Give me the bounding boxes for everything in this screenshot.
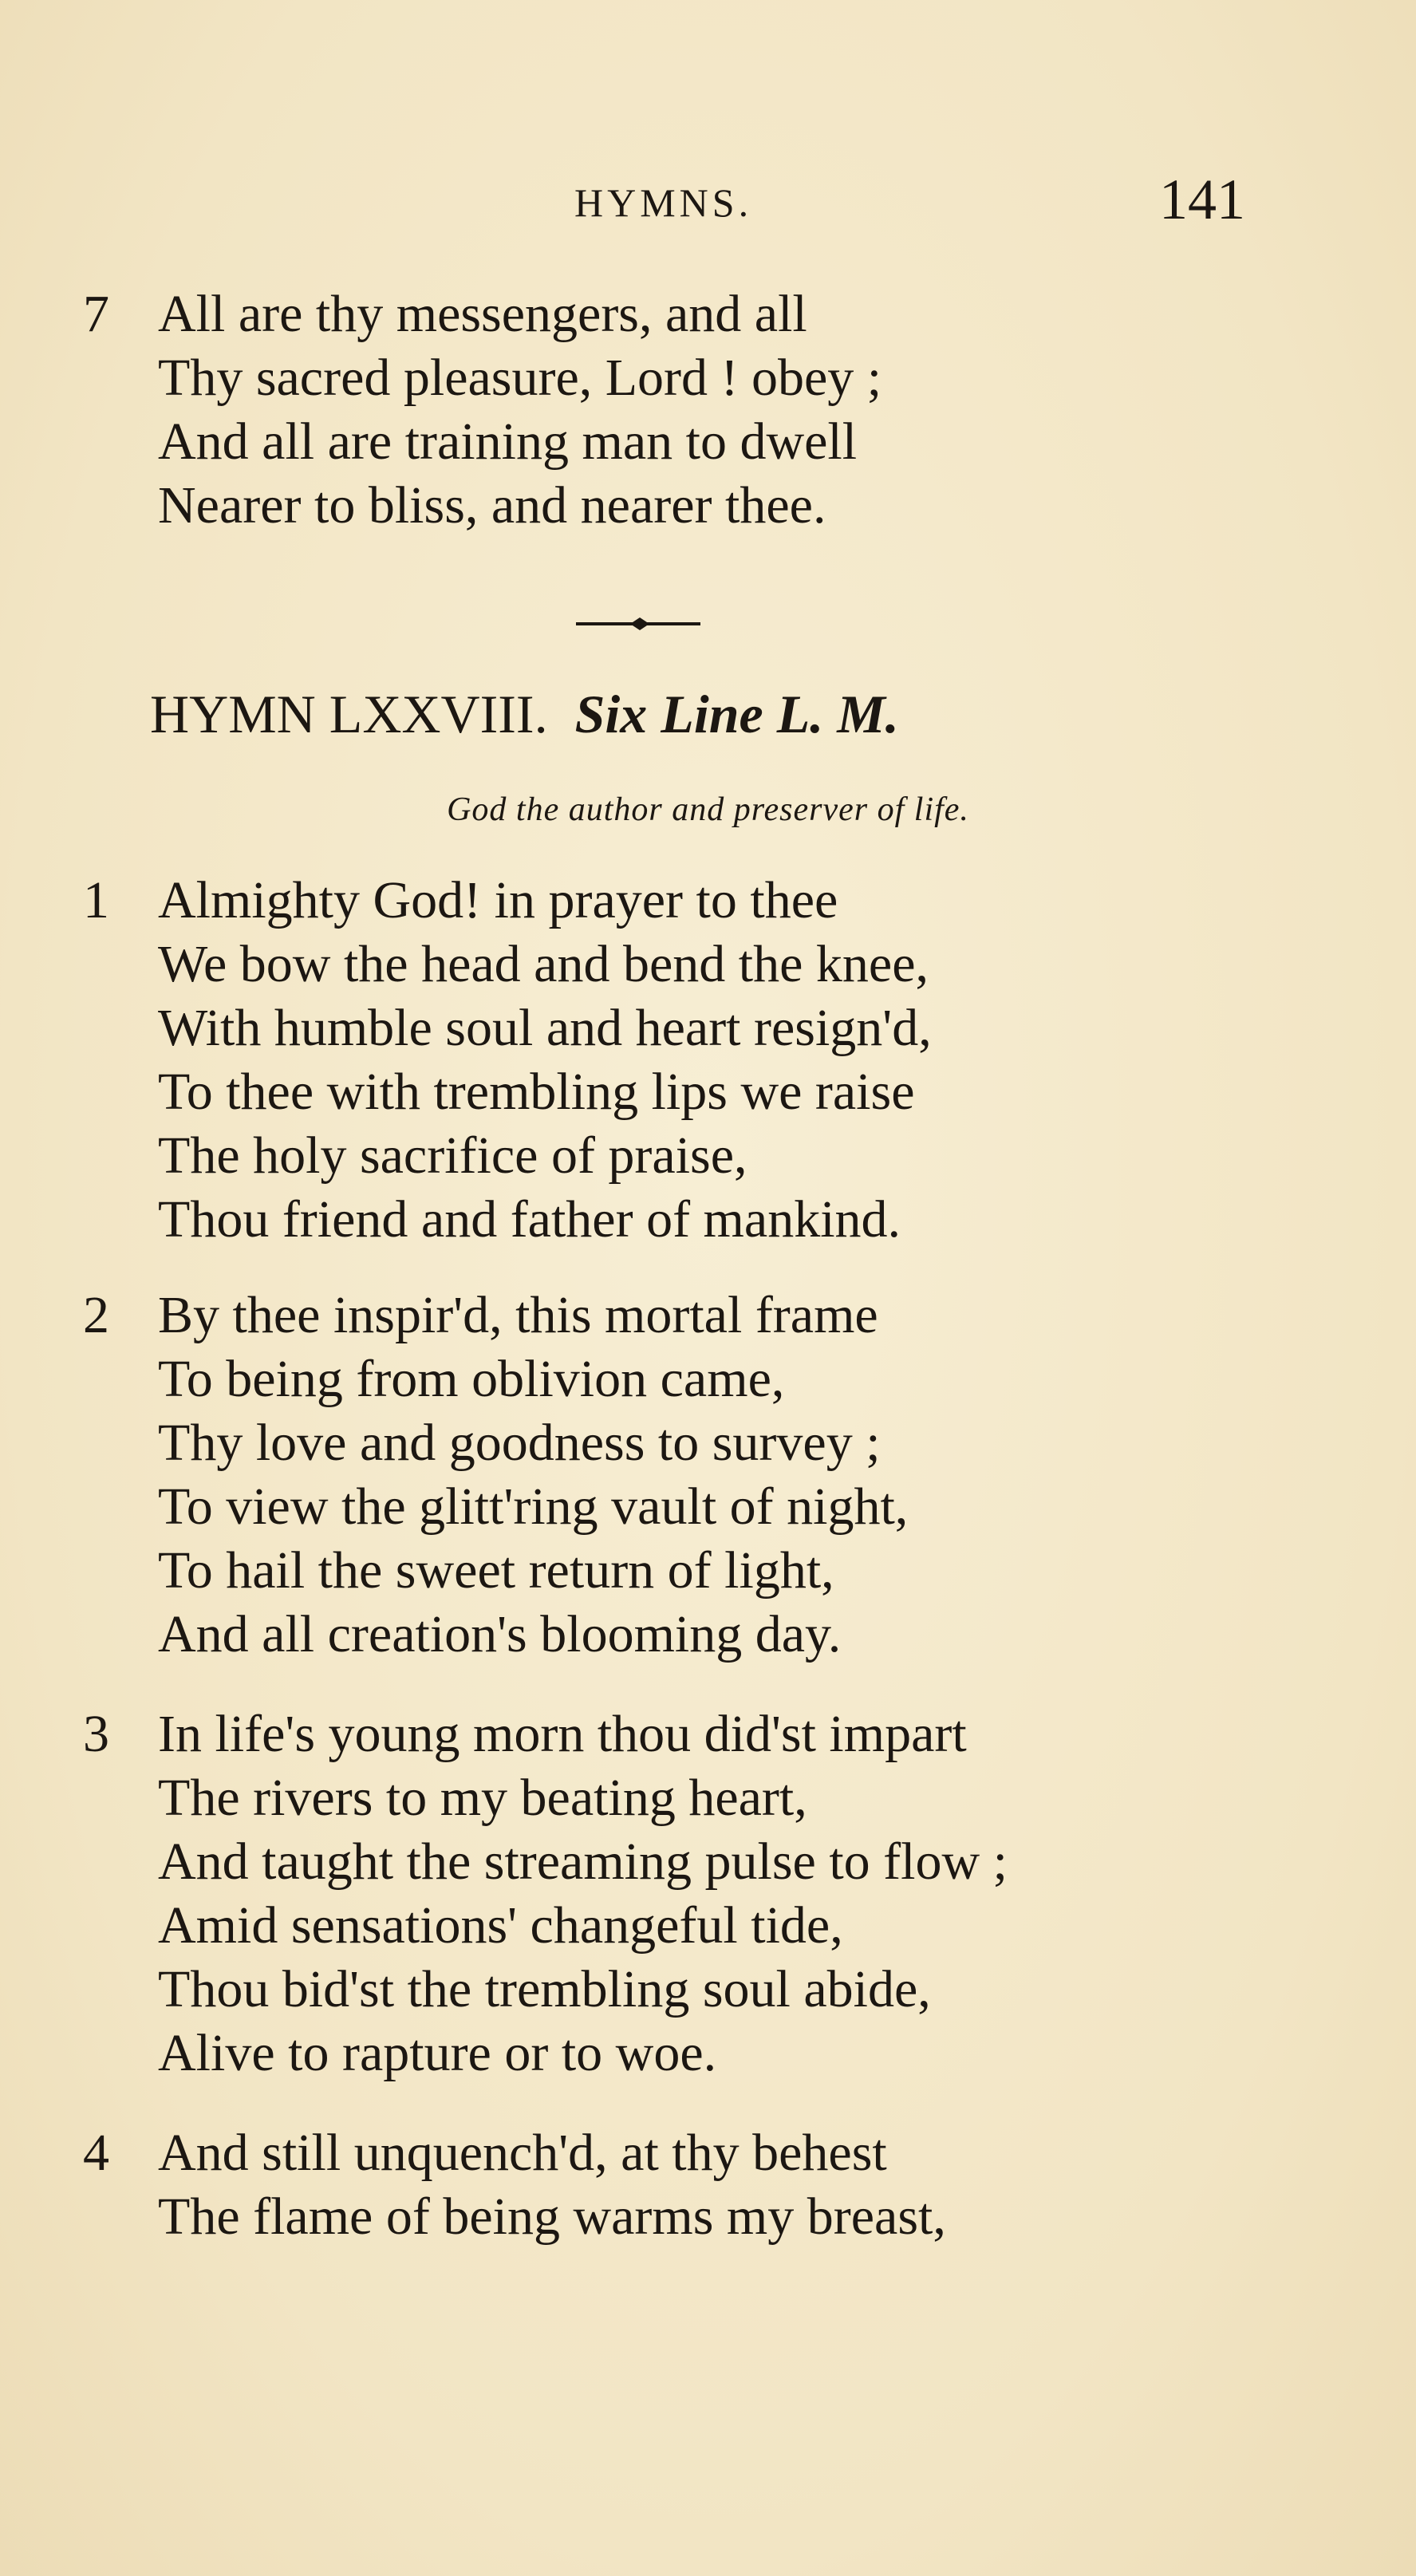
verse-line: And taught the streaming pulse to flow ; [158,1832,1008,1891]
verse-line: And all are training man to dwell [158,412,858,471]
stanza-number: 1 [83,871,109,929]
verse-line: Alive to rapture or to woe. [158,2024,717,2082]
verse-line: To hail the sweet return of light, [158,1541,834,1600]
verse-line: The flame of being warms my breast, [158,2187,946,2246]
stanza-number: 4 [83,2124,109,2182]
verse-line: Thy love and goodness to survey ; [158,1414,881,1472]
verse-line: Thy sacred pleasure, Lord ! obey ; [158,349,882,407]
verse-line: To being from oblivion came, [158,1350,785,1408]
hymn-heading [150,682,899,746]
verse-line: To thee with trembling lips we raise [158,1063,915,1121]
page-number: 141 [1159,168,1245,231]
verse-line: Thou friend and father of mankind. [158,1190,901,1249]
verse-line: All are thy messengers, and all [158,285,807,343]
verse-line: Thou bid'st the trembling soul abide, [158,1960,931,2018]
running-head [0,168,1416,231]
verse-line: In life's young morn thou did'st impart [158,1705,967,1763]
stanza-number: 7 [83,285,109,343]
verse-line: Amid sensations' changeful tide, [158,1896,843,1955]
hymn-meter: Six Line L. M. [574,684,899,744]
verse-line: With humble soul and heart resign'd, [158,999,932,1057]
verse-line: Nearer to bliss, and nearer thee. [158,476,826,535]
verse-line: By thee inspir'd, this mortal frame [158,1286,878,1344]
running-title: HYMNS. [574,180,753,225]
verse-line: The holy sacrifice of praise, [158,1126,747,1185]
stanza-number: 2 [83,1286,109,1344]
stanza-number: 3 [83,1705,109,1763]
verse-line: To view the glitt'ring vault of night, [158,1477,909,1536]
hymn-title: HYMN LXXVIII. [150,684,548,744]
verse-line: The rivers to my beating heart, [158,1769,807,1827]
hymn-subtitle: God the author and preserver of life. [447,791,969,828]
ornament-rule-icon [574,614,702,633]
verse-line: We bow the head and bend the knee, [158,935,929,993]
verse-line: And still unquench'd, at thy behest [158,2124,887,2182]
verse-line: Almighty God! in prayer to thee [158,871,838,929]
verse-line: And all creation's blooming day. [158,1605,842,1663]
